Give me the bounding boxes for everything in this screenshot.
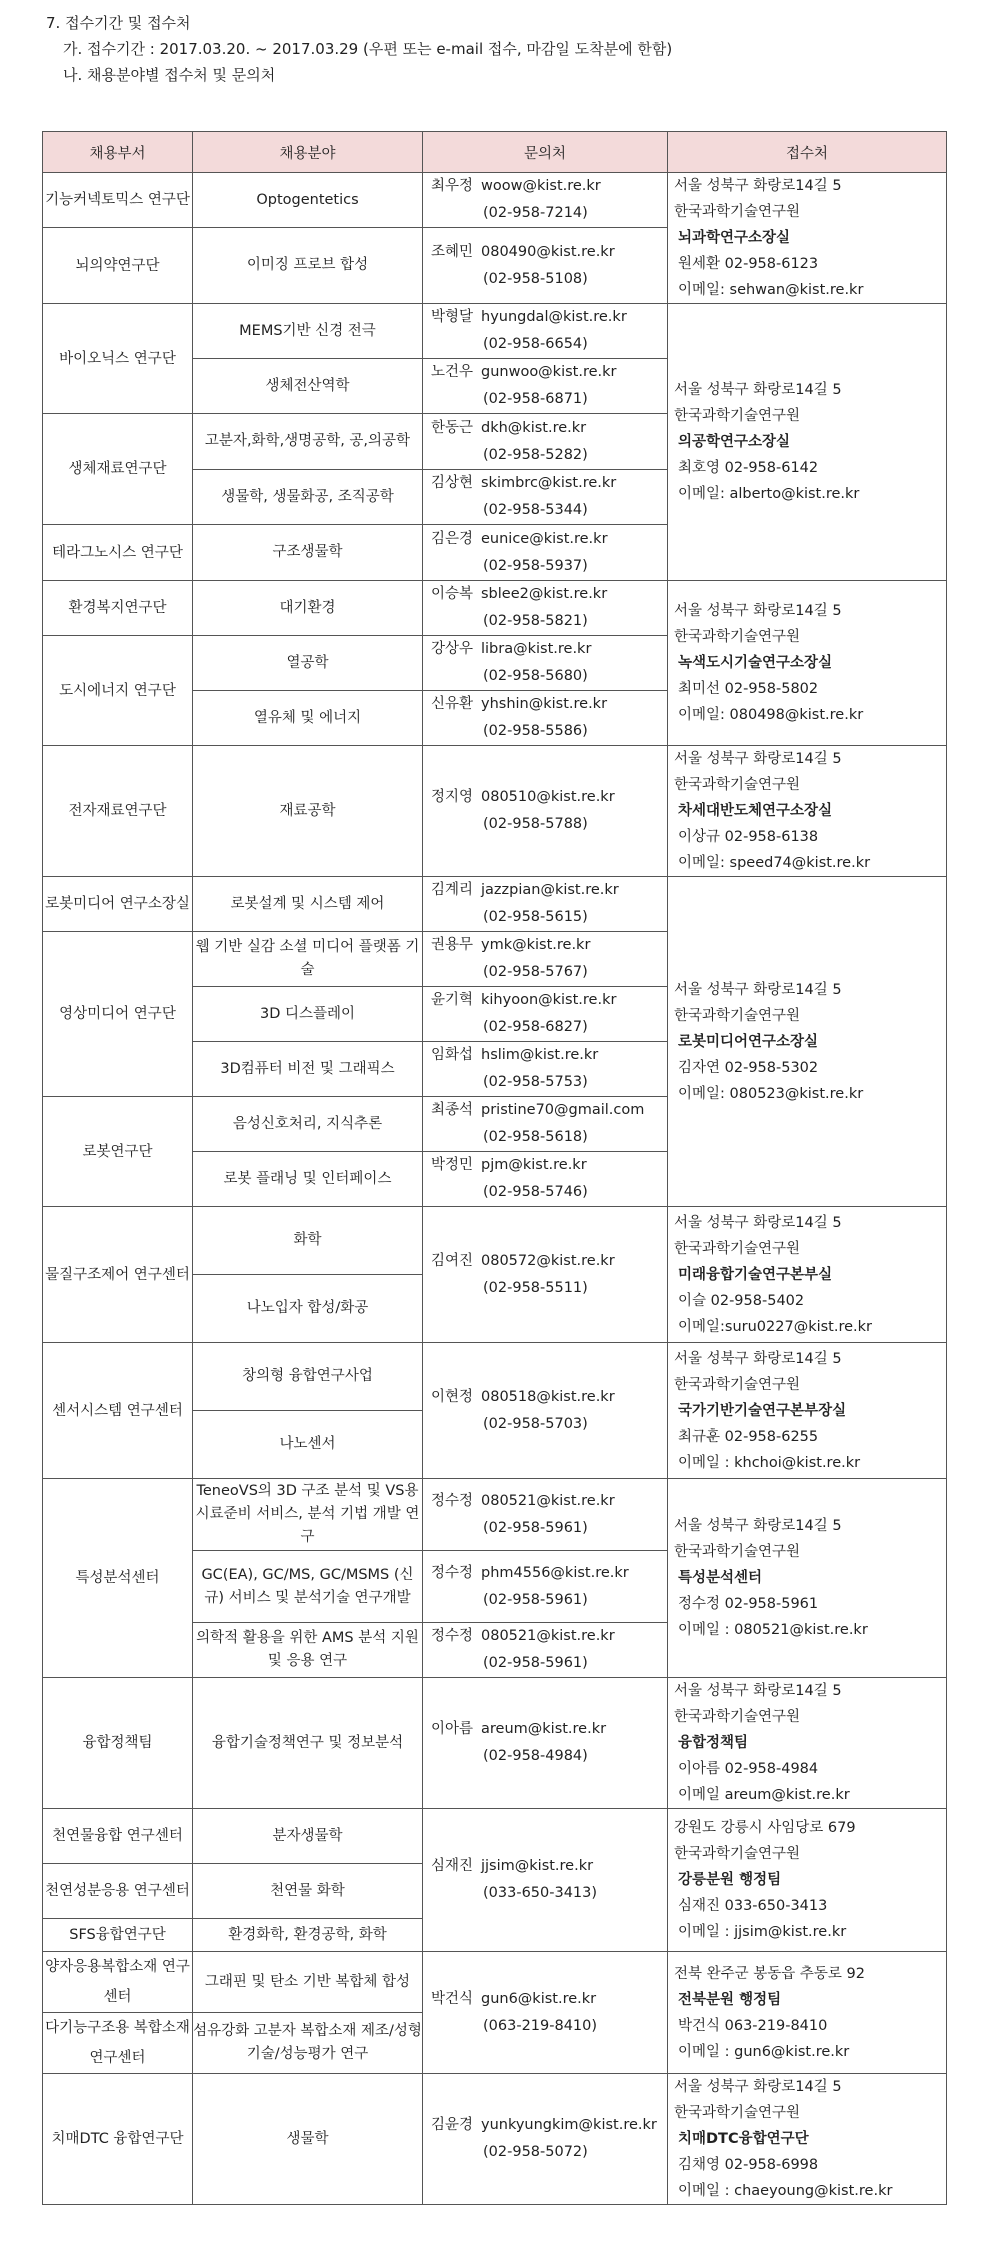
contact-name: 이아름 bbox=[431, 1721, 474, 1737]
contact-name: 김은경 bbox=[431, 530, 474, 547]
dept-cell: SFS융합연구단 bbox=[43, 1919, 193, 1952]
contact-email[interactable]: jazzpian@kist.re.kr bbox=[481, 882, 619, 898]
contact-phone: (02-958-5586) bbox=[483, 723, 588, 739]
receipt-address: 서울 성북구 화랑로14길 5 bbox=[674, 178, 842, 194]
contact-cell bbox=[423, 228, 668, 304]
receipt-person: 박건식 063-219-8410 bbox=[678, 2017, 828, 2034]
field-cell: MEMS기반 신경 전극 bbox=[193, 304, 423, 359]
recruitment-table bbox=[42, 131, 947, 2205]
receipt-email[interactable]: 이메일 : jjsim@kist.re.kr bbox=[678, 1924, 847, 1940]
contact-cell bbox=[423, 1952, 668, 2074]
field-cell: 고분자,화학,생명공학, 공,의공학 bbox=[193, 414, 423, 470]
field-cell: 열공학 bbox=[193, 636, 423, 691]
field-cell: 3D컴퓨터 비전 및 그래픽스 bbox=[193, 1042, 423, 1097]
receipt-address: 서울 성북구 화랑로14길 5 bbox=[674, 1683, 842, 1699]
receipt-office: 차세대반도체연구소장실 bbox=[678, 803, 833, 819]
field-cell: GC(EA), GC/MS, GC/MSMS (신규) 서비스 및 분석기술 연구개발 bbox=[193, 1551, 423, 1623]
contact-cell bbox=[423, 1097, 668, 1152]
contact-phone: (02-958-5961) bbox=[483, 1519, 588, 1536]
contact-email[interactable]: yhshin@kist.re.kr bbox=[481, 696, 608, 712]
contact-cell bbox=[423, 636, 668, 691]
field-cell: 융합기술정책연구 및 정보분석 bbox=[193, 1678, 423, 1809]
contact-name: 김계리 bbox=[431, 882, 474, 898]
contact-email[interactable]: jjsim@kist.re.kr bbox=[481, 1858, 594, 1874]
contact-name: 박형달 bbox=[431, 309, 474, 325]
contact-phone: (02-958-5615) bbox=[483, 909, 588, 925]
field-cell: 로봇 플래닝 및 인터페이스 bbox=[193, 1152, 423, 1207]
contact-email[interactable]: 080521@kist.re.kr bbox=[481, 1492, 615, 1509]
receipt-org: 한국과학기술연구원 bbox=[674, 408, 801, 424]
field-cell: 웹 기반 실감 소셜 미디어 플랫폼 기술 bbox=[193, 932, 423, 987]
table-row bbox=[43, 173, 947, 228]
dept-cell: 로봇연구단 bbox=[43, 1097, 193, 1207]
receipt-office: 강릉분원 행정팀 bbox=[678, 1872, 782, 1888]
contact-cell bbox=[423, 1551, 668, 1623]
contact-name: 최우정 bbox=[431, 178, 474, 194]
contact-name: 이현정 bbox=[431, 1388, 474, 1405]
receipt-email[interactable]: 이메일: 080523@kist.re.kr bbox=[678, 1085, 864, 1102]
contact-email[interactable]: 080510@kist.re.kr bbox=[481, 789, 615, 805]
field-cell: 화학 bbox=[193, 1207, 423, 1275]
receipt-office: 특성분석센터 bbox=[678, 1570, 763, 1586]
receipt-address: 서울 성북구 화랑로14길 5 bbox=[674, 2079, 842, 2095]
table-row bbox=[43, 1678, 947, 1809]
table-row bbox=[43, 1809, 947, 1864]
contact-email[interactable]: dkh@kist.re.kr bbox=[481, 419, 587, 436]
contact-phone: (02-958-6827) bbox=[483, 1019, 588, 1035]
receipt-org: 한국과학기술연구원 bbox=[674, 777, 801, 793]
receipt-cell bbox=[668, 173, 947, 304]
receipt-org: 한국과학기술연구원 bbox=[674, 1846, 801, 1862]
contact-cell bbox=[423, 932, 668, 987]
contact-cell bbox=[423, 877, 668, 932]
contact-name: 이승복 bbox=[431, 586, 474, 602]
contact-phone: (02-958-5108) bbox=[483, 270, 588, 287]
field-cell: 구조생물학 bbox=[193, 525, 423, 581]
contact-name: 김상현 bbox=[431, 475, 474, 491]
contact-cell bbox=[423, 173, 668, 228]
contact-email[interactable]: eunice@kist.re.kr bbox=[481, 530, 608, 547]
contact-name: 최종석 bbox=[431, 1102, 474, 1118]
contact-phone: (02-958-5072) bbox=[483, 2144, 588, 2160]
receipt-cell bbox=[668, 581, 947, 746]
contact-email[interactable]: hyungdal@kist.re.kr bbox=[481, 309, 627, 325]
field-cell: 나노입자 합성/화공 bbox=[193, 1275, 423, 1343]
contact-cell bbox=[423, 1809, 668, 1952]
field-cell: 대기환경 bbox=[193, 581, 423, 636]
receipt-address: 서울 성북구 화랑로14길 5 bbox=[674, 751, 842, 767]
receipt-address: 전북 완주군 봉동읍 추동로 92 bbox=[674, 1965, 865, 1982]
contact-email[interactable]: 080518@kist.re.kr bbox=[481, 1388, 615, 1405]
contact-email[interactable]: phm4556@kist.re.kr bbox=[481, 1564, 629, 1581]
contact-phone: (063-219-8410) bbox=[483, 2017, 598, 2034]
table-row bbox=[43, 1343, 947, 1411]
contact-cell bbox=[423, 359, 668, 414]
field-cell: 3D 디스플레이 bbox=[193, 987, 423, 1042]
contact-name: 조혜민 bbox=[431, 243, 474, 260]
application-period: 가. 접수기간 : 2017.03.20. ~ 2017.03.29 (우편 또는 e-mail 접수, 마감일 도착분에 한함) bbox=[63, 40, 673, 58]
contact-phone: (02-958-5767) bbox=[483, 964, 588, 980]
header-contact: 문의처 bbox=[423, 132, 668, 173]
contact-email[interactable]: gun6@kist.re.kr bbox=[481, 1990, 597, 2007]
dept-cell: 특성분석센터 bbox=[43, 1479, 193, 1678]
receipt-address: 서울 성북구 화랑로14길 5 bbox=[674, 382, 842, 398]
contact-name: 정수정 bbox=[431, 1564, 474, 1581]
contact-cell bbox=[423, 1479, 668, 1551]
receipt-email[interactable]: 이메일: alberto@kist.re.kr bbox=[678, 486, 860, 502]
field-cell: 환경화학, 환경공학, 화학 bbox=[193, 1919, 423, 1952]
dept-cell: 로봇미디어 연구소장실 bbox=[43, 877, 193, 932]
table-row bbox=[43, 746, 947, 877]
dept-cell: 생체재료연구단 bbox=[43, 414, 193, 525]
contact-name: 노건우 bbox=[431, 364, 474, 380]
contact-name: 박건식 bbox=[431, 1990, 474, 2007]
contact-cell bbox=[423, 304, 668, 359]
contact-email[interactable]: ymk@kist.re.kr bbox=[481, 937, 591, 953]
contact-email[interactable]: skimbrc@kist.re.kr bbox=[481, 475, 617, 491]
contact-email[interactable]: 080521@kist.re.kr bbox=[481, 1628, 615, 1644]
field-cell: 창의형 융합연구사업 bbox=[193, 1343, 423, 1411]
contact-cell bbox=[423, 581, 668, 636]
receipt-address: 서울 성북구 화랑로14길 5 bbox=[674, 981, 842, 998]
contact-phone: (02-958-7214) bbox=[483, 205, 588, 221]
receipt-org: 한국과학기술연구원 bbox=[674, 1544, 801, 1560]
contact-phone: (02-958-5282) bbox=[483, 446, 588, 463]
receipt-office: 녹색도시기술연구소장실 bbox=[678, 655, 833, 671]
contact-email[interactable]: sblee2@kist.re.kr bbox=[481, 586, 608, 602]
receipt-cell bbox=[668, 1678, 947, 1809]
dept-cell: 센서시스템 연구센터 bbox=[43, 1343, 193, 1479]
receipt-cell bbox=[668, 304, 947, 581]
receipt-cell bbox=[668, 746, 947, 877]
contact-phone: (02-958-5937) bbox=[483, 557, 588, 574]
contact-cell bbox=[423, 1678, 668, 1809]
dept-cell: 치매DTC 융합연구단 bbox=[43, 2074, 193, 2205]
contact-cell bbox=[423, 1343, 668, 1479]
receipt-person: 최미선 02-958-5802 bbox=[678, 681, 819, 697]
dept-cell: 기능커넥토믹스 연구단 bbox=[43, 173, 193, 228]
receipt-person: 이아름 02-958-4984 bbox=[678, 1761, 819, 1777]
contact-phone: (02-958-5961) bbox=[483, 1655, 588, 1671]
receipt-cell bbox=[668, 1809, 947, 1952]
contact-phone: (02-958-5680) bbox=[483, 668, 588, 684]
receipt-office: 치매DTC융합연구단 bbox=[678, 2131, 809, 2147]
contact-phone: (02-958-5961) bbox=[483, 1591, 588, 1608]
contact-cell bbox=[423, 1623, 668, 1678]
dept-cell: 전자재료연구단 bbox=[43, 746, 193, 877]
table-row bbox=[43, 2074, 947, 2205]
receipt-cell bbox=[668, 1343, 947, 1479]
field-cell: 음성신호처리, 지식추론 bbox=[193, 1097, 423, 1152]
contact-name: 강상우 bbox=[431, 641, 474, 657]
receipt-org: 한국과학기술연구원 bbox=[674, 1240, 801, 1257]
contact-name: 정수정 bbox=[431, 1628, 474, 1644]
contact-email[interactable]: woow@kist.re.kr bbox=[481, 178, 601, 194]
dept-cell: 바이오닉스 연구단 bbox=[43, 304, 193, 414]
contact-phone: (033-650-3413) bbox=[483, 1885, 598, 1901]
contact-cell bbox=[423, 1152, 668, 1207]
contact-name: 김윤경 bbox=[431, 2117, 474, 2133]
contact-phone: (02-958-5753) bbox=[483, 1074, 588, 1090]
field-cell: 천연물 화학 bbox=[193, 1864, 423, 1919]
dept-cell: 테라그노시스 연구단 bbox=[43, 525, 193, 581]
contact-name: 임화섭 bbox=[431, 1047, 474, 1063]
field-cell: 재료공학 bbox=[193, 746, 423, 877]
contact-phone: (02-958-5821) bbox=[483, 613, 588, 629]
contact-phone: (02-958-5746) bbox=[483, 1184, 588, 1200]
field-cell: 생체전산역학 bbox=[193, 359, 423, 414]
contact-cell bbox=[423, 691, 668, 746]
receipt-email[interactable]: 이메일: sehwan@kist.re.kr bbox=[678, 282, 864, 298]
receipt-person: 심재진 033-650-3413 bbox=[678, 1898, 828, 1914]
receipt-email[interactable]: 이메일: speed74@kist.re.kr bbox=[678, 855, 871, 871]
receipt-address: 서울 성북구 화랑로14길 5 bbox=[674, 1214, 842, 1231]
field-cell: 분자생물학 bbox=[193, 1809, 423, 1864]
contact-email[interactable]: pjm@kist.re.kr bbox=[481, 1157, 587, 1173]
contact-phone: (02-958-4984) bbox=[483, 1748, 588, 1764]
receipt-person: 이슬 02-958-5402 bbox=[678, 1292, 805, 1309]
table-row bbox=[43, 877, 947, 932]
contact-cell bbox=[423, 525, 668, 581]
receipt-email[interactable]: 이메일 : 080521@kist.re.kr bbox=[678, 1622, 868, 1638]
dept-cell: 도시에너지 연구단 bbox=[43, 636, 193, 746]
dept-cell: 다기능구조용 복합소재연구센터 bbox=[43, 2013, 193, 2074]
receipt-office: 로봇미디어연구소장실 bbox=[678, 1033, 819, 1050]
contact-cell bbox=[423, 987, 668, 1042]
receipt-cell bbox=[668, 2074, 947, 2205]
table-row bbox=[43, 1207, 947, 1275]
receipt-email[interactable]: 이메일 : chaeyoung@kist.re.kr bbox=[678, 2183, 893, 2199]
field-cell: Optogentetics bbox=[193, 173, 423, 228]
contact-email[interactable]: 080572@kist.re.kr bbox=[481, 1252, 615, 1269]
header-dept: 채용부서 bbox=[43, 132, 193, 173]
field-cell: 이미징 프로브 합성 bbox=[193, 228, 423, 304]
table-row bbox=[43, 1479, 947, 1551]
contact-phone: (02-958-6654) bbox=[483, 336, 588, 352]
contact-name: 권용무 bbox=[431, 937, 474, 953]
receipt-cell bbox=[668, 877, 947, 1207]
receipt-email[interactable]: 이메일 : gun6@kist.re.kr bbox=[678, 2043, 850, 2060]
dept-cell: 환경복지연구단 bbox=[43, 581, 193, 636]
table-row bbox=[43, 581, 947, 636]
receipt-cell bbox=[668, 1479, 947, 1678]
contact-name: 신유환 bbox=[431, 696, 474, 712]
contact-email[interactable]: kihyoon@kist.re.kr bbox=[481, 992, 617, 1008]
contact-email[interactable]: 080490@kist.re.kr bbox=[481, 243, 615, 260]
receipt-address: 서울 성북구 화랑로14길 5 bbox=[674, 603, 842, 619]
dept-cell: 영상미디어 연구단 bbox=[43, 932, 193, 1097]
contact-phone: (02-958-5618) bbox=[483, 1129, 588, 1145]
receipt-office: 융합정책팀 bbox=[678, 1735, 749, 1751]
contact-name: 정수정 bbox=[431, 1492, 474, 1509]
receipt-address: 서울 성북구 화랑로14길 5 bbox=[674, 1518, 842, 1534]
contact-name: 박정민 bbox=[431, 1157, 474, 1173]
section-title: 7. 접수기간 및 접수처 bbox=[46, 14, 191, 32]
receipt-person: 최호영 02-958-6142 bbox=[678, 460, 819, 476]
field-cell: 로봇설계 및 시스템 제어 bbox=[193, 877, 423, 932]
table-row bbox=[43, 1952, 947, 2013]
contact-name: 윤기혁 bbox=[431, 992, 474, 1008]
contact-cell bbox=[423, 1042, 668, 1097]
field-cell: 섬유강화 고분자 복합소재 제조/성형기술/성능평가 연구 bbox=[193, 2013, 423, 2074]
contact-phone: (02-958-5344) bbox=[483, 502, 588, 518]
receipt-email[interactable]: 이메일:suru0227@kist.re.kr bbox=[678, 1318, 873, 1335]
receipt-org: 한국과학기술연구원 bbox=[674, 2105, 801, 2121]
receipt-org: 한국과학기술연구원 bbox=[674, 1376, 801, 1393]
field-cell: TeneoVS의 3D 구조 분석 및 VS용 시료준비 서비스, 분석 기법 개발 연구 bbox=[193, 1479, 423, 1551]
receipt-office: 전북분원 행정팀 bbox=[678, 1991, 782, 2008]
contact-name: 심재진 bbox=[431, 1858, 474, 1874]
field-cell: 생물학 bbox=[193, 2074, 423, 2205]
receipt-person: 이상규 02-958-6138 bbox=[678, 829, 819, 845]
contact-phone: (02-958-5511) bbox=[483, 1279, 588, 1296]
receipt-org: 한국과학기술연구원 bbox=[674, 1709, 801, 1725]
contact-email[interactable]: pristine70@gmail.com bbox=[481, 1102, 645, 1118]
receipt-person: 최규훈 02-958-6255 bbox=[678, 1428, 819, 1445]
contact-email[interactable]: gunwoo@kist.re.kr bbox=[481, 364, 617, 380]
contact-cell bbox=[423, 414, 668, 470]
contact-email[interactable]: yunkyungkim@kist.re.kr bbox=[481, 2117, 657, 2133]
contact-email[interactable]: areum@kist.re.kr bbox=[481, 1721, 607, 1737]
contact-cell bbox=[423, 1207, 668, 1343]
receipt-cell bbox=[668, 1952, 947, 2074]
receipt-person: 김자연 02-958-5302 bbox=[678, 1059, 819, 1076]
header-receipt: 접수처 bbox=[668, 132, 947, 173]
contact-phone: (02-958-5788) bbox=[483, 816, 588, 832]
receipt-cell bbox=[668, 1207, 947, 1343]
dept-cell: 융합정책팀 bbox=[43, 1678, 193, 1809]
receipt-email[interactable]: 이메일 : khchoi@kist.re.kr bbox=[678, 1454, 861, 1471]
contacts-subtitle: 나. 채용분야별 접수처 및 문의처 bbox=[63, 66, 276, 84]
header-field: 채용분야 bbox=[193, 132, 423, 173]
receipt-email[interactable]: 이메일: 080498@kist.re.kr bbox=[678, 707, 864, 723]
field-cell: 의학적 활용을 위한 AMS 분석 지원 및 응용 연구 bbox=[193, 1623, 423, 1678]
receipt-org: 한국과학기술연구원 bbox=[674, 204, 801, 220]
field-cell: 나노센서 bbox=[193, 1411, 423, 1479]
receipt-org: 한국과학기술연구원 bbox=[674, 629, 801, 645]
receipt-address: 서울 성북구 화랑로14길 5 bbox=[674, 1350, 842, 1367]
contact-email[interactable]: libra@kist.re.kr bbox=[481, 641, 592, 657]
receipt-person: 김채영 02-958-6998 bbox=[678, 2157, 819, 2173]
contact-name: 정지영 bbox=[431, 789, 474, 805]
contact-phone: (02-958-5703) bbox=[483, 1415, 588, 1432]
receipt-org: 한국과학기술연구원 bbox=[674, 1007, 801, 1024]
receipt-office: 의공학연구소장실 bbox=[678, 434, 791, 450]
contact-phone: (02-958-6871) bbox=[483, 391, 588, 407]
contact-name: 김여진 bbox=[431, 1252, 474, 1269]
dept-cell: 천연물융합 연구센터 bbox=[43, 1809, 193, 1864]
receipt-person: 원세환 02-958-6123 bbox=[678, 256, 819, 272]
dept-cell: 천연성분응용 연구센터 bbox=[43, 1864, 193, 1919]
contact-email[interactable]: hslim@kist.re.kr bbox=[481, 1047, 599, 1063]
receipt-email[interactable]: 이메일 areum@kist.re.kr bbox=[678, 1787, 850, 1803]
dept-cell: 양자응용복합소재 연구센터 bbox=[43, 1952, 193, 2013]
receipt-office: 미래융합기술연구본부실 bbox=[678, 1266, 833, 1283]
receipt-office: 뇌과학연구소장실 bbox=[678, 230, 791, 246]
field-cell: 열유체 및 에너지 bbox=[193, 691, 423, 746]
receipt-person: 정수정 02-958-5961 bbox=[678, 1596, 819, 1612]
contact-cell bbox=[423, 746, 668, 877]
dept-cell: 물질구조제어 연구센터 bbox=[43, 1207, 193, 1343]
receipt-address: 강원도 강릉시 사임당로 679 bbox=[674, 1820, 856, 1836]
contact-cell bbox=[423, 2074, 668, 2205]
field-cell: 생물학, 생물화공, 조직공학 bbox=[193, 470, 423, 525]
table-row bbox=[43, 304, 947, 359]
field-cell: 그래핀 및 탄소 기반 복합체 합성 bbox=[193, 1952, 423, 2013]
contact-cell bbox=[423, 470, 668, 525]
table-header-row bbox=[43, 132, 947, 173]
contact-name: 한동근 bbox=[431, 419, 474, 436]
dept-cell: 뇌의약연구단 bbox=[43, 228, 193, 304]
receipt-office: 국가기반기술연구본부장실 bbox=[678, 1402, 847, 1419]
